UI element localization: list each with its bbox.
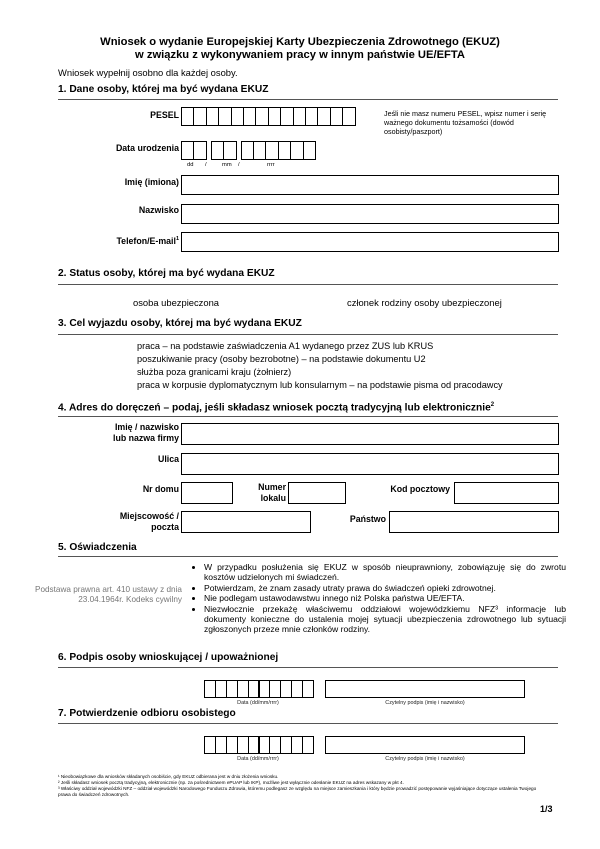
receipt-date-caption: Data (dd/mm/rrrr) [237,756,279,762]
dob-label: Data urodzenia [115,143,179,153]
surname-input[interactable] [181,204,559,224]
purpose-option-job-seeking[interactable]: poszukiwanie pracy (osoby bezrobotne) – na podstawie dokumentu U2 [137,354,426,364]
house-number-label: Nr domu [142,484,179,494]
declarations-list [194,562,566,635]
section3-heading: 3. Cel wyjazdu osoby, której ma być wydana EKUZ [58,318,302,329]
pesel-label: PESEL [150,110,179,120]
dob-slash-2: / [238,162,240,168]
receipt-date-field[interactable] [204,736,313,754]
applicant-signature-input[interactable] [325,680,525,698]
pesel-hint: Jeśli nie masz numeru PESEL, wpisz numer i serię ważnego dokumentu tożsamości (dowód osobisty/paszport) [384,109,547,136]
section7-rule [58,723,558,724]
footnote-2: ² Jeśli składasz wniosek pocztą tradycyjną, elektronicznie (np. za pośrednictwem ePUAP lub IKP), możliwe jest wyłącznie odesłanie EKUZ na adres wskazany w pkt 4. [58,780,404,785]
section7-heading: 7. Potwierdzenie odbioru osobistego [58,708,236,719]
postcode-input[interactable] [454,482,559,504]
status-option-insured[interactable]: osoba ubezpieczona [133,297,220,308]
house-number-input[interactable] [181,482,233,504]
pesel-digit-6[interactable] [243,107,256,126]
section4-footnote-marker: 2 [490,402,495,408]
intro-text: Wniosek wypełnij osobno dla każdej osoby. [58,67,238,78]
dob-year-3[interactable] [265,141,278,160]
pesel-digit-10[interactable] [293,107,306,126]
city-label [90,511,179,533]
section4-rule [58,416,558,417]
receipt-date-digit-10[interactable] [302,736,314,754]
section1-heading: 1. Dane osoby, której ma być wydana EKUZ [58,84,269,95]
status-option-family-member[interactable]: członek rodziny osoby ubezpieczonej [347,297,502,308]
postcode-label: Kod pocztowy [390,484,450,494]
pesel-field[interactable] [181,107,355,126]
section5-rule [58,556,558,557]
surname-label: Nazwisko [138,205,179,215]
purpose-option-a1-work[interactable]: praca – na podstawie zaświadczenia A1 wydanego przez ZUS lub KRUS [137,341,434,351]
pesel-digit-14[interactable] [342,107,355,126]
flat-number-input[interactable] [288,482,346,504]
dob-dd-caption: dd [187,162,194,168]
signature-date-field[interactable] [204,680,313,698]
dob-month-1[interactable] [211,141,224,160]
footnote-3: ³ Właściwy oddział wojewódzki NFZ – oddział wojewódzki Narodowego Funduszu Zdrowia, któremu podlegasz ze względu na miejsce zamieszkania i który będzie prowadzić postępowanie wyjaśniające dotyczące ustalenia Twojego prawa do świadczeń zdrowotnych. [58,786,537,797]
dob-month-2[interactable] [223,141,236,160]
signature-date-caption: Data (dd/mm/rrrr) [237,700,279,706]
declaration-1: • W przypadku posłużenia się EKUZ w sposób nieuprawniony, zobowiązuję się do zwrotu kosztów udzielonych mi świadczeń. [204,562,566,583]
dob-yyyy-caption: rrrr [267,162,275,168]
phone-label-text: Telefon/E-mail [116,235,176,246]
names-label: Imię (imiona) [124,177,179,187]
pesel-digit-3[interactable] [206,107,219,126]
section6-heading: 6. Podpis osoby wnioskującej / upoważnionej [58,652,279,663]
pesel-digit-11[interactable] [305,107,318,126]
form-title-line1: Wniosek o wydanie Europejskiej Karty Ubezpieczenia Zdrowotnego (EKUZ) [100,36,500,48]
declaration-3: • Nie podlegam ustawodawstwu innego niż Polska państwa UE/EFTA. [204,593,566,603]
country-label: Państwo [349,514,386,524]
dob-year-6[interactable] [303,141,316,160]
pesel-digit-12[interactable] [317,107,330,126]
flat-number-label [238,482,286,504]
declaration-2: • Potwierdzam, że znam zasady utraty prawa do świadczeń opieki zdrowotnej. [204,583,566,593]
dob-year-2[interactable] [253,141,266,160]
section6-rule [58,667,558,668]
city-label-line2: poczta [151,522,179,532]
dob-year-4[interactable] [278,141,291,160]
dob-field[interactable] [181,141,315,160]
declaration-4: • Niezwłocznie przekażę właściwemu oddziałowi wojewódzkiemu NFZ³ informacje lub dokumenty konieczne do ustalenia mojej sytuacji ubezpieczenia zdrowotnego lub sytuacji zgłoszonych przeze mnie członków rodziny. [204,604,566,635]
footnote-1: ¹ Nieobowiązkowe dla wniosków składanych osobiście, gdy EKUZ odbierana jest w dniu złożenia wniosku. [58,774,279,779]
pesel-digit-5[interactable] [231,107,244,126]
purpose-option-diplomatic-corps[interactable]: praca w korpusie dyplomatycznym lub konsularnym – na podstawie pisma od pracodawcy [137,380,503,390]
page-number: 1/3 [540,804,553,814]
pesel-digit-7[interactable] [255,107,268,126]
dob-slash-1: / [205,162,207,168]
form-title [0,36,600,62]
footnotes [58,774,548,798]
dob-year-1[interactable] [241,141,254,160]
applicant-signature-caption: Czytelny podpis (imię i nazwisko) [385,700,465,706]
pesel-digit-1[interactable] [181,107,194,126]
form-title-line2: w związku z wykonywaniem pracy w innym państwie UE/EFTA [135,49,465,61]
section1-rule [58,99,558,100]
addressee-label-line2: lub nazwa firmy [113,433,179,443]
pesel-digit-13[interactable] [330,107,343,126]
pesel-digit-9[interactable] [280,107,293,126]
phone-label [100,234,179,247]
street-input[interactable] [181,453,559,475]
section5-heading: 5. Oświadczenia [58,542,137,553]
phone-email-input[interactable] [181,232,559,252]
section2-rule [58,284,558,285]
street-label: Ulica [157,454,179,464]
purpose-option-military-service[interactable]: służba poza granicami kraju (żołnierz) [137,367,292,377]
receipt-signature-input[interactable] [325,736,525,754]
section2-heading: 2. Status osoby, której ma być wydana EKUZ [58,268,275,279]
addressee-label [90,422,179,444]
flat-number-label-line1: Numer [258,482,286,492]
section3-rule [58,334,558,335]
dob-year-5[interactable] [290,141,303,160]
pesel-digit-2[interactable] [193,107,206,126]
receipt-signature-caption: Czytelny podpis (imię i nazwisko) [385,756,465,762]
legal-basis: Podstawa prawna art. 410 ustawy z dnia 23.04.1964r. Kodeks cywilny [34,585,182,604]
addressee-label-line1: Imię / nazwisko [114,422,179,432]
names-input[interactable] [181,175,559,195]
section4-heading [58,402,494,413]
dob-day-1[interactable] [181,141,194,160]
city-input[interactable] [181,511,311,533]
addressee-input[interactable] [181,423,559,445]
dob-mm-caption: mm [222,162,232,168]
city-label-line1: Miejscowość / [119,511,179,521]
dob-day-2[interactable] [193,141,206,160]
section4-heading-text: 4. Adres do doręczeń – podaj, jeśli składasz wniosek pocztą tradycyjną lub elektronicznie [58,402,491,414]
pesel-digit-4[interactable] [218,107,231,126]
purpose-options [137,340,503,392]
phone-footnote-marker: 1 [175,236,179,242]
country-input[interactable] [389,511,559,533]
flat-number-label-line2: lokalu [260,493,286,503]
pesel-digit-8[interactable] [268,107,281,126]
signature-date-digit-10[interactable] [302,680,314,698]
